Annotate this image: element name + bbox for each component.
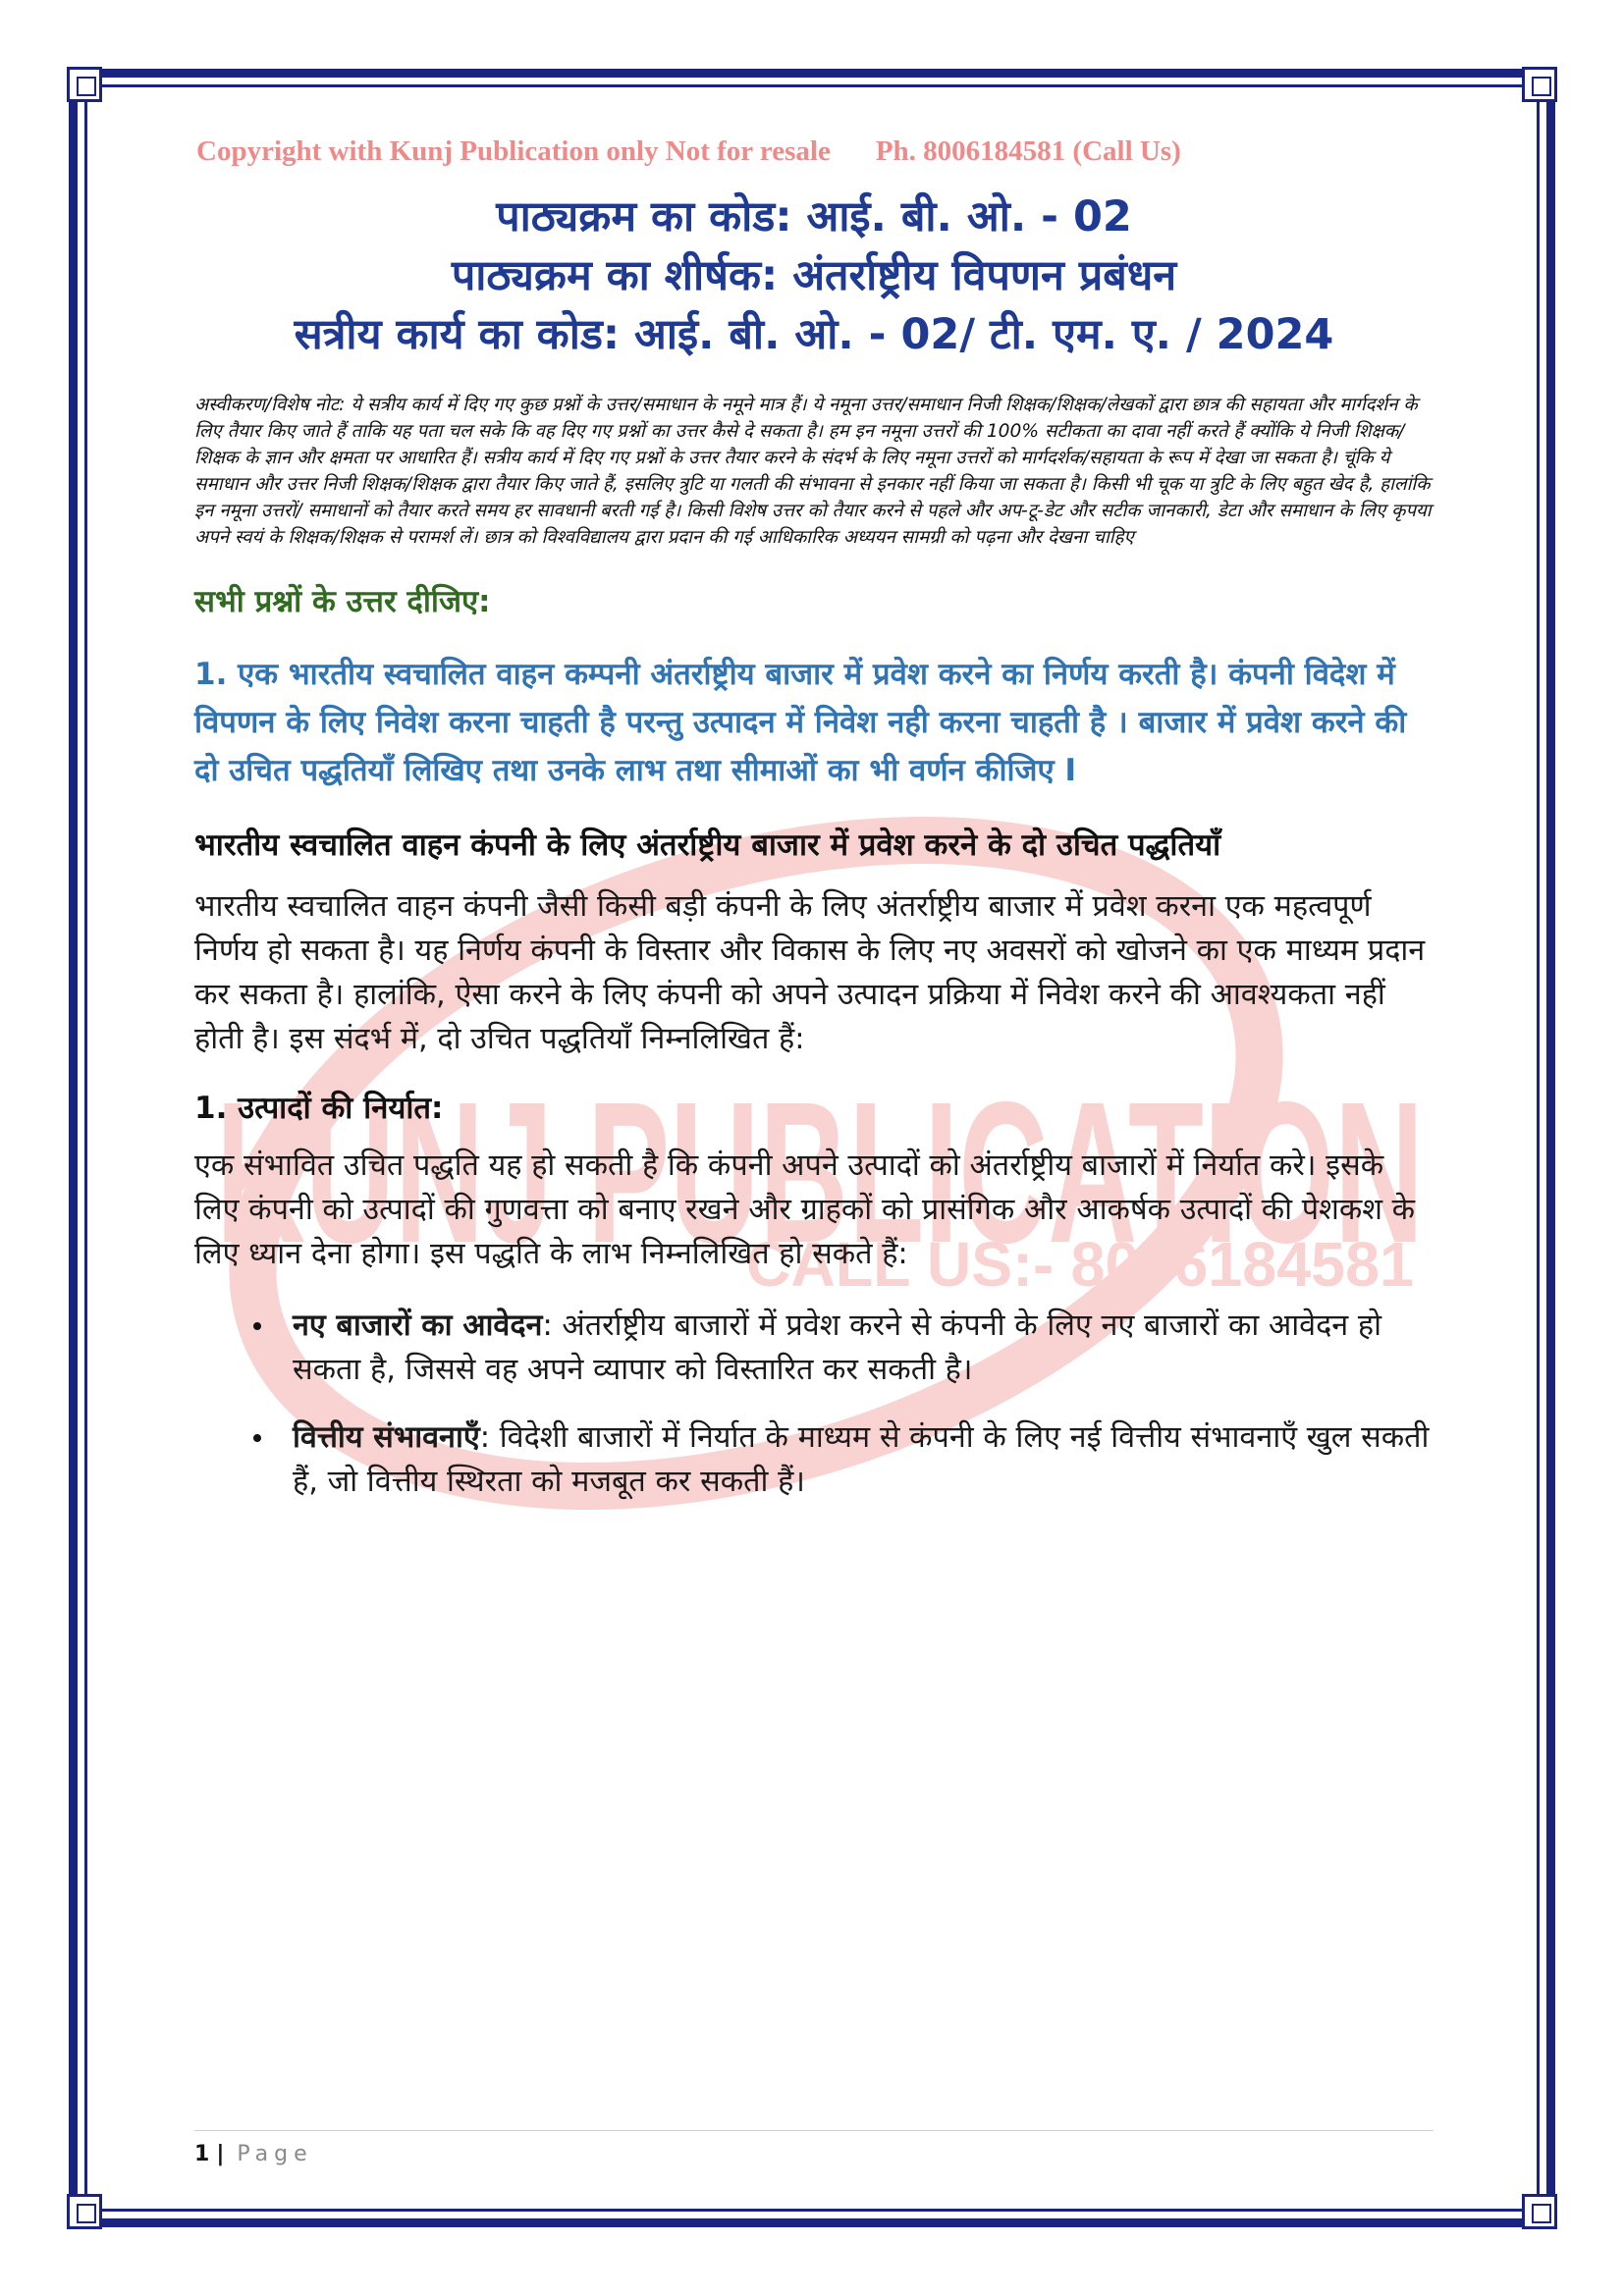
watermark-subtext: CALL US:- 8006184581 [746,1229,1414,1300]
border-corner-ornament [67,2194,102,2229]
list-item-text: : अंतर्राष्ट्रीय बाजारों में प्रवेश करने से कंपनी के लिए नए बाजारों का आवेदन हो सकता है, जिससे वह अपने व्यापार को विस्तारित कर सकती है। [293,1308,1382,1387]
copyright-text: Copyright with Kunj Publication only Not for resale [196,135,831,167]
page-number: 1 [194,2142,210,2166]
bullet-icon [253,1434,261,1442]
page-footer [194,2142,313,2166]
document-titles [194,187,1434,364]
subheading-export: 1. उत्पादों की निर्यात: [194,1091,444,1126]
course-name-title: पाठ्यक्रम का शीर्षक: अंतर्राष्ट्रीय विपणन प्रबंधन [451,251,1177,300]
border-corner-ornament [67,67,102,102]
course-code-title: पाठ्यक्रम का कोड: आई. बी. ओ. - 02 [496,192,1132,241]
page-separator: | [216,2142,225,2166]
bullet-icon [253,1322,261,1330]
page-content [194,135,1434,1527]
contact-phone: Ph. 8006184581 (Call Us) [875,135,1181,167]
assignment-code-title: सत्रीय कार्य का कोड: आई. बी. ओ. - 02/ टी. एम. ए. / 2024 [294,310,1334,359]
watermark-text: KUNJ PUBLICATION [216,1060,1424,1285]
list-item-term: नए बाजारों का आवेदन [293,1308,543,1343]
question-text: 1. एक भारतीय स्वचालित वाहन कम्पनी अंतर्राष्ट्रीय बाजार में प्रवेश करने का निर्णय करती है। कंपनी विदेश में विपणन के लिए निवेश करना चाहती है परन्तु उत्पादन में निवेश नही करना चाहती है । बाजार में प्रवेश करने की दो उचित पद्धतियाँ लिखिए तथा उनके लाभ तथा सीमाओं का भी वर्णन कीजिए I [194,657,1407,788]
disclaimer-note: अस्वीकरण/विशेष नोट: ये सत्रीय कार्य में दिए गए कुछ प्रश्नों के उत्तर/समाधान के नमूने मात्र हैं। ये नमूना उत्तर/समाधान निजी शिक्षक/शिक्षक/लेखकों द्वारा छात्र की सहायता और मार्गदर्शन के लिए तैयार किए जाते हैं ताकि यह पता चल सके कि वह दिए गए प्रश्नों का उत्तर कैसे दे सकता है। हम इन नमूना उत्तरों की 100% सटीकता का दावा नहीं करते हैं क्योंकि ये निजी शिक्षक/शिक्षक के ज्ञान और क्षमता पर आधारित हैं। सत्रीय कार्य में दिए गए प्रश्नों के उत्तर तैयार करने के संदर्भ के लिए नमूना उत्तरों को मार्गदर्शक/सहायता के रूप में देखा जा सकता है। चूंकि ये समाधान और उत्तर निजी शिक्षक/शिक्षक द्वारा तैयार किए जाते हैं, इसलिए त्रुटि या गलती की संभावना से इनकार नहीं किया जा सकता है। किसी भी चूक या त्रुटि के लिए बहुत खेद है, हालांकि इन नमूना उत्तरों/ समाधानों को तैयार करते समय हर सावधानी बरती गई है। किसी विशेष उत्तर को तैयार करने से पहले और अप-टू-डेट और सटीक जानकारी, डेटा और समाधान के लिए कृपया अपने स्वयं के शिक्षक/शिक्षक से परामर्श लें। छात्र को विश्वविद्यालय द्वारा प्रदान की गई आधिकारिक अध्ययन सामग्री को पढ़ना और देखना चाहिए [194,395,1432,548]
answer-heading: भारतीय स्वचालित वाहन कंपनी के लिए अंतर्राष्ट्रीय बाजार में प्रवेश करने के दो उचित पद्धतियाँ [194,828,1221,863]
page-label: Page [237,2142,313,2166]
list-item-term: वित्तीय संभावनाएँ [293,1420,480,1455]
benefits-list [194,1304,1434,1504]
list-item [194,1415,1434,1504]
section-heading: सभी प्रश्नों के उत्तर दीजिए: [194,584,491,619]
list-item-text: : विदेशी बाजारों में निर्यात के माध्यम से कंपनी के लिए नई वित्तीय संभावनाएँ खुल सकती हैं, जो वित्तीय स्थिरता को मजबूत कर सकती हैं। [293,1420,1430,1499]
footer-divider [194,2130,1434,2131]
export-paragraph: एक संभावित उचित पद्धति यह हो सकती है कि कंपनी अपने उत्पादों को अंतर्राष्ट्रीय बाजारों में निर्यात करे। इसके लिए कंपनी को उत्पादों की गुणवत्ता को बनाए रखने और ग्राहकों को प्रासंगिक और आकर्षक उत्पादों की पेशकश के लिए ध्यान देना होगा। इस पद्धति के लाभ निम्नलिखित हो सकते हैं: [194,1148,1416,1271]
border-corner-ornament [1522,67,1557,102]
list-item [194,1304,1434,1392]
border-corner-ornament [1522,2194,1557,2229]
copyright-notice [196,135,1434,168]
intro-paragraph: भारतीय स्वचालित वाहन कंपनी जैसी किसी बड़ी कंपनी के लिए अंतर्राष्ट्रीय बाजार में प्रवेश करना एक महत्वपूर्ण निर्णय हो सकता है। यह निर्णय कंपनी के विस्तार और विकास के लिए नए अवसरों को खोजने का एक माध्यम प्रदान कर सकता है। हालांकि, ऐसा करने के लिए कंपनी को अपने उत्पादन प्रक्रिया में निवेश करने की आवश्यकता नहीं होती है। इस संदर्भ में, दो उचित पद्धतियाँ निम्नलिखित हैं: [194,889,1426,1056]
